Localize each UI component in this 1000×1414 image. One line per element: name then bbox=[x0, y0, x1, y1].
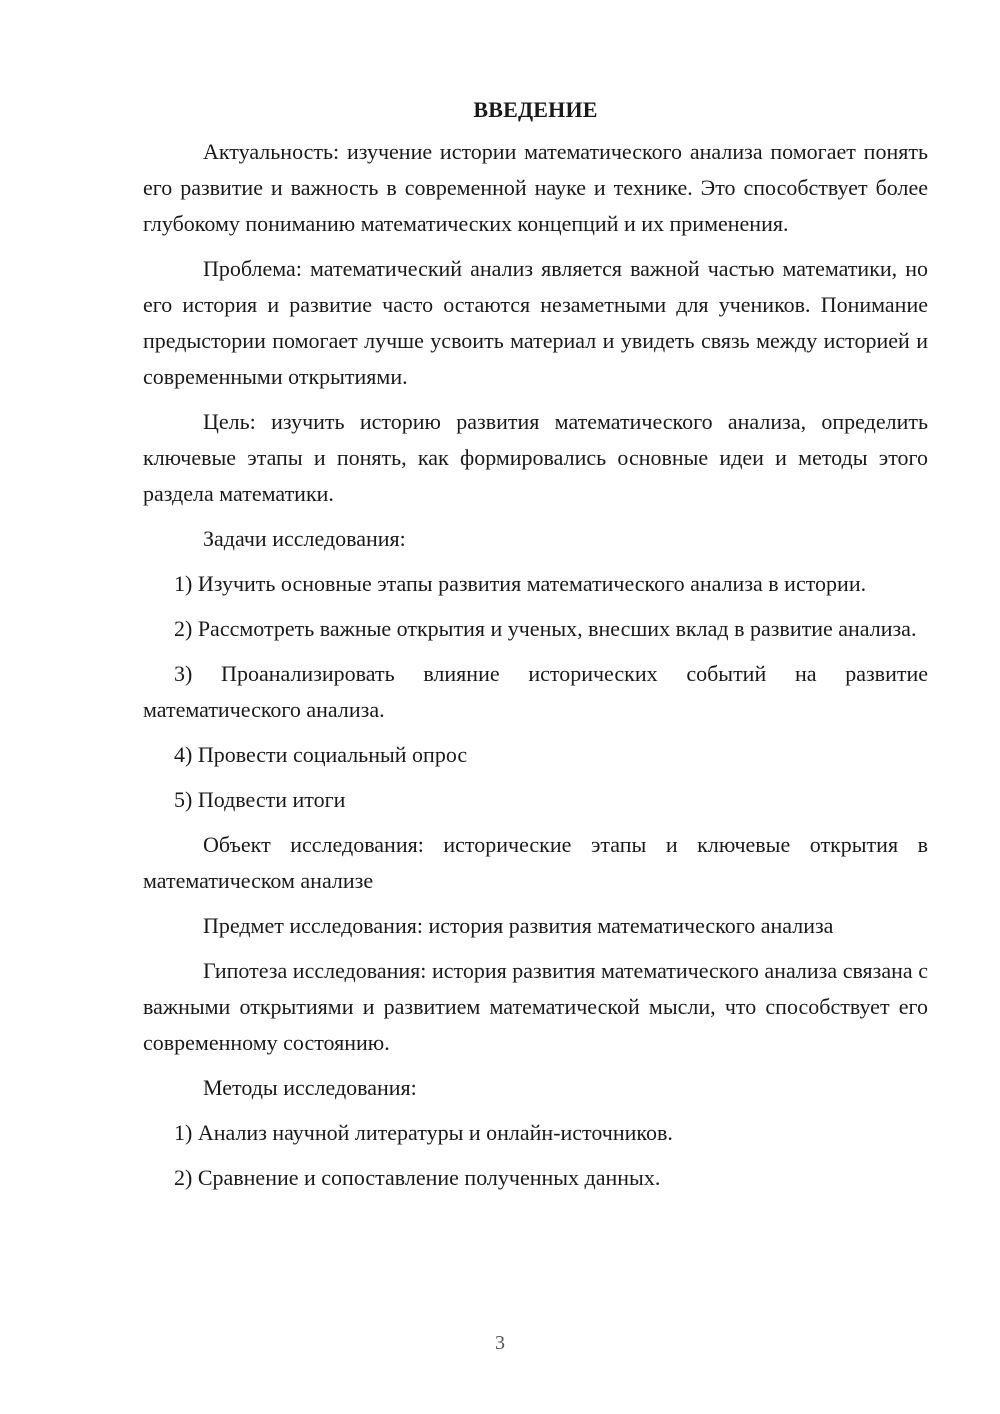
task-item-1: 1) Изучить основные этапы развития математического анализа в истории. bbox=[174, 571, 867, 596]
task-item-2: 2) Рассмотреть важные открытия и ученых, внесших вклад в развитие анализа. bbox=[174, 616, 917, 641]
problem-paragraph: Проблема: математический анализ является важной частью математики, но его история и развитие часто остаются незаметными для учеников. Понимание предыстории помогает лучше усвоить материал и увидеть связь между историей и современными открытиями. bbox=[143, 256, 928, 389]
research-hypothesis-paragraph: Гипотеза исследования: история развития математического анализа связана с важными открытиями и развитием математической мысли, что способствует его современному состоянию. bbox=[143, 958, 928, 1055]
task-item-3: 3) Проанализировать влияние исторических событий на развитие математического анализа. bbox=[143, 661, 928, 722]
goal-paragraph: Цель: изучить историю развития математического анализа, определить ключевые этапы и понять, как формировались основные идеи и методы этого раздела математики. bbox=[143, 409, 928, 506]
method-item-2: 2) Сравнение и сопоставление полученных данных. bbox=[174, 1165, 661, 1190]
page-number: 3 bbox=[495, 1332, 505, 1354]
research-object-paragraph: Объект исследования: исторические этапы и ключевые открытия в математическом анализе bbox=[143, 832, 928, 893]
document-page bbox=[143, 92, 928, 1205]
method-item-1: 1) Анализ научной литературы и онлайн-источников. bbox=[174, 1120, 673, 1145]
research-subject-paragraph: Предмет исследования: история развития математического анализа bbox=[203, 913, 834, 938]
methods-title: Методы исследования: bbox=[203, 1075, 417, 1100]
relevance-paragraph: Актуальность: изучение истории математического анализа помогает понять его развитие и важность в современной науке и технике. Это способствует более глубокому пониманию математических концепций и их применения. bbox=[143, 139, 928, 236]
task-item-5: 5) Подвести итоги bbox=[174, 787, 346, 812]
section-heading: ВВЕДЕНИЕ bbox=[473, 97, 598, 122]
task-item-4: 4) Провести социальный опрос bbox=[174, 742, 468, 767]
tasks-title: Задачи исследования: bbox=[203, 526, 406, 551]
